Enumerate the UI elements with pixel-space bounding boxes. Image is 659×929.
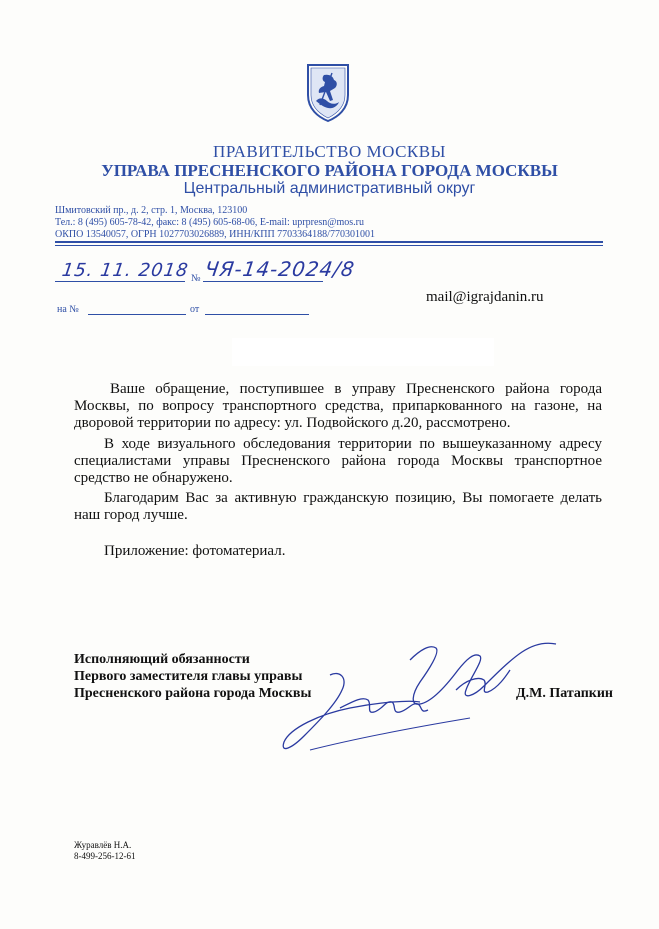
body-paragraph-2: В ходе визуального обследования территории по вышеуказанному адресу специалистами управы Пресненского района города Москвы транспортное средство не обнаружено. (74, 436, 602, 486)
moscow-coat-of-arms-icon (302, 61, 354, 123)
executor-name: Журавлёв Н.А. (74, 840, 132, 850)
date-underline (55, 281, 185, 282)
letterhead-divider-thin (55, 245, 603, 246)
government-title: ПРАВИТЕЛЬСТВО МОСКВЫ (213, 142, 446, 161)
reference-number-label: на № (57, 304, 79, 315)
body-paragraph-1: Ваше обращение, поступившее в управу Пресненского района города Москвы, по вопросу транспортного средства, припаркованного на газоне, на дворовой территории по адресу: ул. Подвойского д.20, рассмотрено. (74, 381, 602, 431)
signatory-title-1: Исполняющий обязанности (74, 652, 250, 667)
redacted-area (232, 338, 494, 366)
letterhead-phones: Тел.: 8 (495) 605-78-42, факс: 8 (495) 605-68-06, E-mail: uprpresn@mos.ru (55, 217, 365, 228)
attachment-note: Приложение: фотоматериал. (104, 543, 286, 559)
signatory-name: Д.М. Патапкин (516, 686, 614, 701)
reference-number-line (88, 314, 186, 315)
uprava-title: УПРАВА ПРЕСНЕНСКОГО РАЙОНА ГОРОДА МОСКВЫ (101, 161, 558, 180)
letterhead-codes: ОКПО 13540057, ОГРН 1027703026889, ИНН/КПП 7703364188/770301001 (55, 229, 375, 240)
reference-date-label: от (190, 304, 200, 315)
handwritten-number: ЧЯ-14-2024/8 (203, 257, 357, 281)
executor-phone: 8-499-256-12-61 (74, 851, 136, 861)
letterhead-divider (55, 241, 603, 243)
body-paragraph-3: Благодарим Вас за активную гражданскую позицию, Вы помогаете делать наш город лучше. (74, 490, 602, 523)
handwritten-date: 15. 11. 2018 (60, 260, 190, 281)
number-prefix: № (191, 273, 201, 284)
district-title: Центральный административный округ (183, 180, 476, 197)
recipient-email: mail@igrajdanin.ru (426, 289, 544, 305)
signatory-title-2: Первого заместителя главы управы (74, 669, 303, 684)
number-underline (203, 281, 323, 282)
reference-date-line (205, 314, 309, 315)
signatory-title-3: Пресненского района города Москвы (74, 686, 312, 701)
letterhead-address: Шмитовский пр., д. 2, стр. 1, Москва, 123100 (55, 205, 248, 216)
